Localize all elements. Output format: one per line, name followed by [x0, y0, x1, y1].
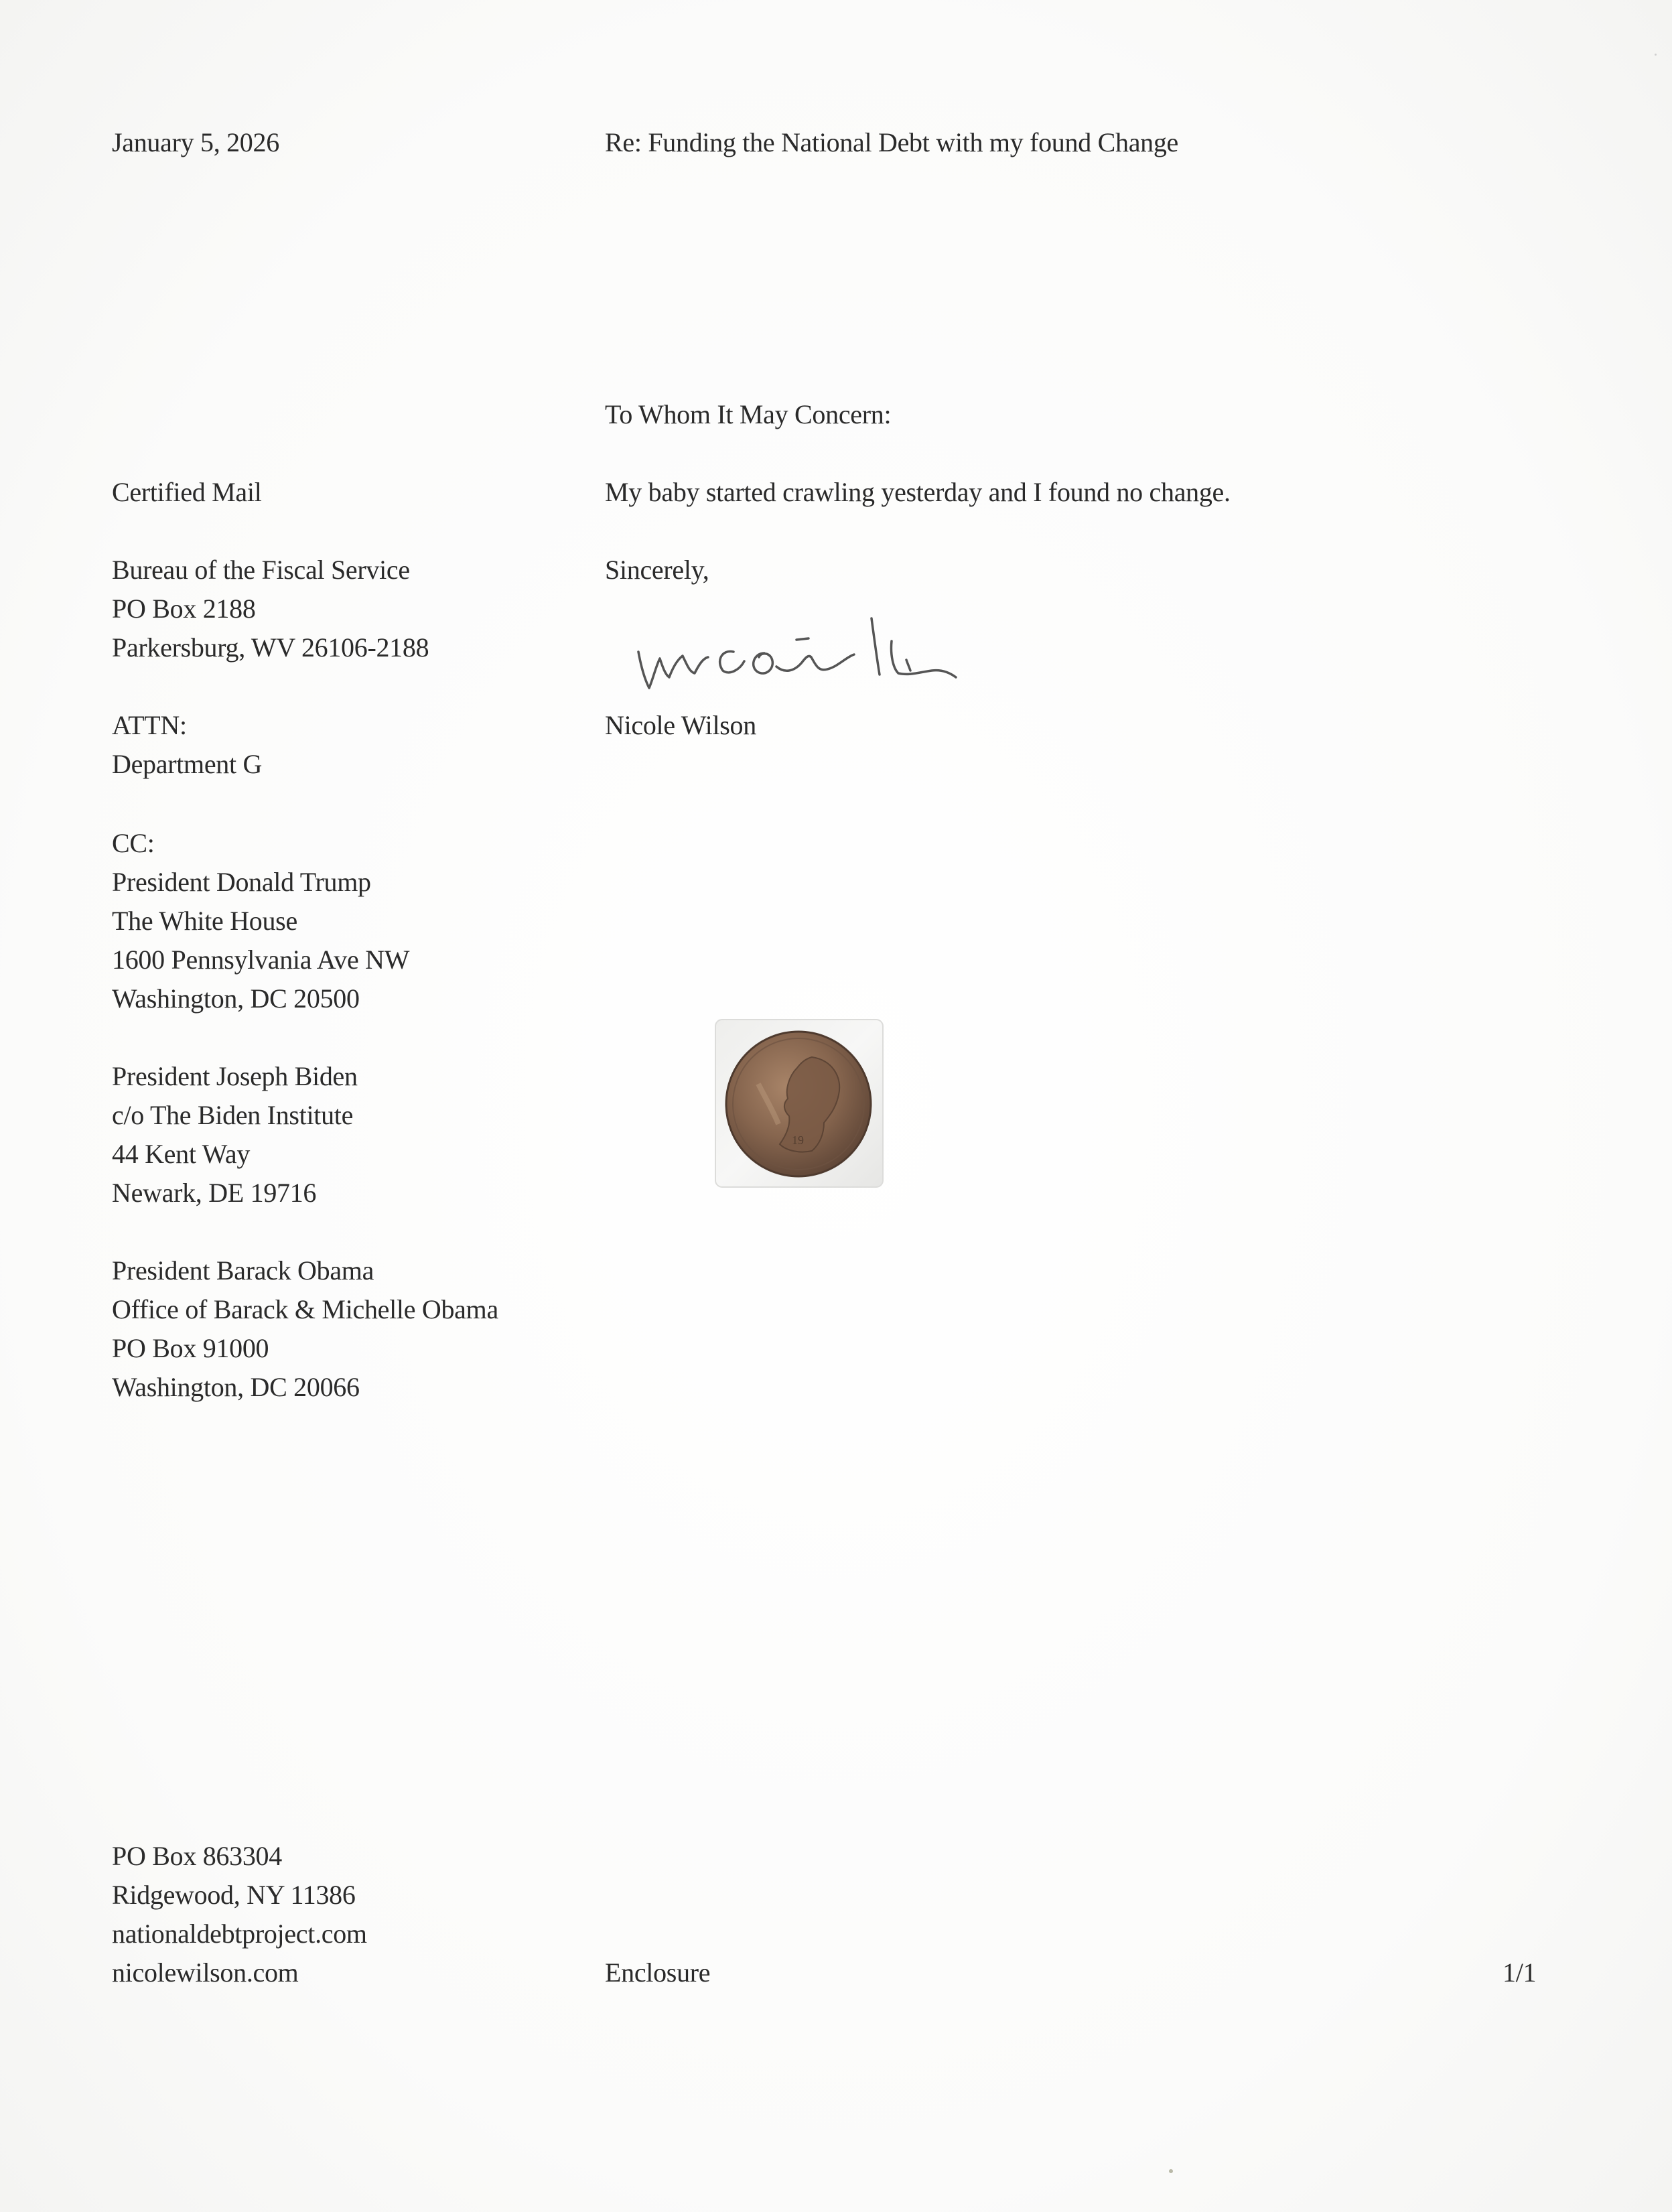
sender-website: nicolewilson.com	[112, 1957, 299, 1988]
sender-line: Ridgewood, NY 11386	[112, 1880, 356, 1910]
letter-subject: Re: Funding the National Debt with my found Change	[605, 127, 1178, 157]
cc-line: Office of Barack & Michelle Obama	[112, 1294, 498, 1324]
cc-line: President Joseph Biden	[112, 1061, 358, 1091]
address-line: Parkersburg, WV 26106-2188	[112, 632, 429, 663]
sender-address	[112, 1837, 367, 1992]
attn-block	[112, 706, 262, 784]
cc-line: The White House	[112, 906, 297, 936]
attn-department: Department G	[112, 749, 263, 779]
letter-closing: Sincerely,	[605, 555, 709, 585]
cc-line: c/o The Biden Institute	[112, 1100, 354, 1130]
enclosure-note: Enclosure	[605, 1957, 711, 1988]
cc-line: Washington, DC 20500	[112, 983, 360, 1014]
page-number: 1/1	[1503, 1957, 1537, 1988]
cc-line: 44 Kent Way	[112, 1139, 251, 1169]
address-line: PO Box 2188	[112, 594, 256, 624]
cc-line: Newark, DE 19716	[112, 1178, 317, 1208]
attn-label: ATTN:	[112, 710, 187, 740]
letter-body: My baby started crawling yesterday and I found no change.	[605, 477, 1231, 507]
cc-line: 1600 Pennsylvania Ave NW	[112, 945, 410, 975]
cc-label: CC:	[112, 828, 155, 858]
cc-recipient	[112, 1057, 358, 1213]
cc-line: President Donald Trump	[112, 867, 371, 897]
signer-name: Nicole Wilson	[605, 710, 756, 740]
salutation: To Whom It May Concern:	[605, 399, 892, 429]
taped-penny	[711, 1010, 886, 1198]
coin-date: 19	[792, 1133, 804, 1147]
address-line: Bureau of the Fiscal Service	[112, 555, 410, 585]
scan-speck	[1655, 54, 1657, 56]
cc-line: PO Box 91000	[112, 1333, 269, 1363]
addressee-address	[112, 551, 429, 667]
cc-line: Washington, DC 20066	[112, 1372, 360, 1402]
letter-date: January 5, 2026	[112, 127, 279, 157]
mailing-method: Certified Mail	[112, 477, 262, 507]
cc-block	[112, 824, 409, 1018]
handwritten-signature	[633, 600, 968, 713]
scan-speck	[1169, 2169, 1173, 2173]
cc-line: President Barack Obama	[112, 1255, 374, 1286]
cc-recipient	[112, 1251, 498, 1407]
sender-website: nationaldebtproject.com	[112, 1919, 367, 1949]
sender-line: PO Box 863304	[112, 1841, 282, 1871]
